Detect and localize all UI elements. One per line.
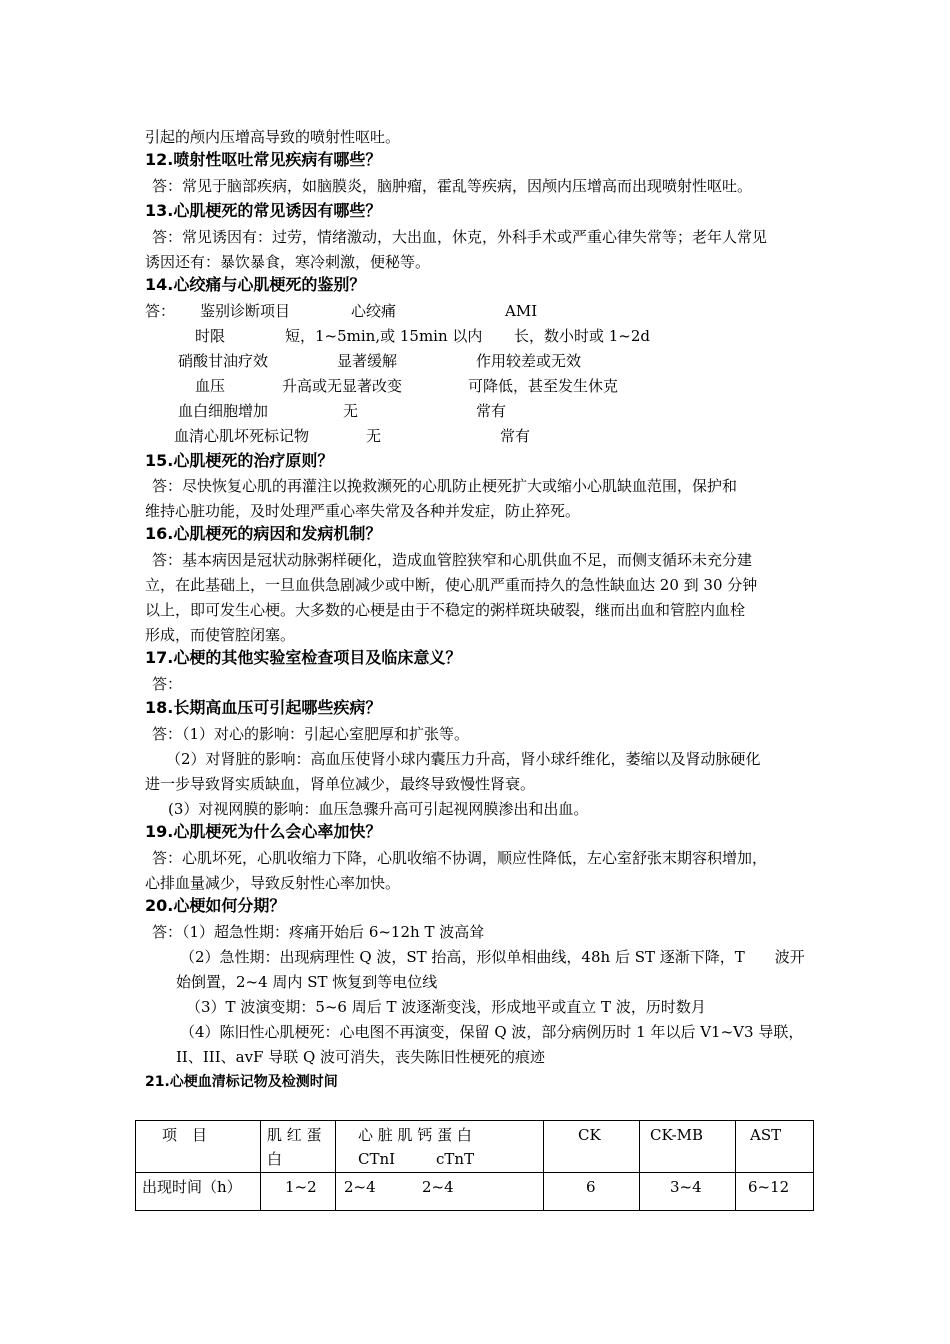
question-heading: 14.心绞痛与心肌梗死的鉴别？ [145, 275, 366, 294]
header-troponin-cell [336, 1121, 544, 1173]
question-heading: 19.心肌梗死为什么会心率加快？ [145, 822, 382, 841]
comparison-row-angina: 升高或无显著改变 [282, 377, 403, 395]
comparison-header-item: 鉴别诊断项目 [200, 302, 291, 320]
answer-line: （3）T 波演变期：5~6 周后 T 波逐渐变浅，形成地平或直立 T 波，历时数月 [186, 998, 706, 1016]
row-ctni-value: 2~4 [344, 1178, 376, 1196]
answer-line: II、III、avF 导联 Q 波可消失，丧失陈旧性梗死的痕迹 [176, 1048, 546, 1066]
comparison-row-ami: 可降低，甚至发生休克 [468, 377, 619, 395]
answer-line: 始倒置，2~4 周内 ST 恢复到等电位线 [176, 973, 438, 991]
answer-line: 维持心脏功能，及时处理严重心率失常及各种并发症，防止猝死。 [145, 502, 581, 520]
question-heading: 17.心梗的其他实验室检查项目及临床意义？ [145, 648, 462, 667]
header-item-cell [136, 1121, 261, 1173]
header-ckmb-cell [640, 1121, 736, 1173]
comparison-row-label: 血白细胞增加 [178, 402, 269, 420]
header-myoglobin-label-2: 白 [267, 1150, 283, 1168]
answer-line: 答：常见于脑部疾病，如脑膜炎，脑肿瘤，霍乱等疾病，因颅内压增高而出现喷射性呕吐。 [152, 177, 753, 195]
answer-line: 进一步导致肾实质缺血，肾单位减少，最终导致慢性肾衰。 [145, 775, 536, 793]
header-troponin-label: 心 脏 肌 钙 蛋 白 [358, 1126, 472, 1144]
question-heading: 21.心梗血清标记物及检测时间 [145, 1074, 338, 1090]
answer-line: 答：尽快恢复心肌的再灌注以挽救濒死的心肌防止梗死扩大或缩小心肌缺血范围，保护和 [152, 477, 738, 495]
row-ckmb-cell [640, 1173, 736, 1211]
header-myoglobin-cell [261, 1121, 336, 1173]
question-heading: 15.心肌梗死的治疗原则？ [145, 451, 334, 470]
comparison-row-ami: 长，数小时或 1~2d [514, 327, 651, 345]
question-heading: 20.心梗如何分期？ [145, 896, 286, 915]
answer-line: （2）对肾脏的影响：高血压使肾小球内囊压力升高，肾小球纤维化，萎缩以及肾动脉硬化 [166, 750, 761, 768]
row-label: 出现时间（h） [142, 1178, 242, 1196]
header-ckmb-label: CK-MB [650, 1126, 704, 1144]
row-ckmb-value: 3~4 [670, 1178, 702, 1196]
answer-line: （4）陈旧性心肌梗死：心电图不再演变，保留 Q 波，部分病例历时 1 年以后 V1~V3 导联， [180, 1023, 804, 1041]
answer-line: 诱因还有：暴饮暴食，寒冷刺激，便秘等。 [145, 253, 431, 271]
comparison-row-ami: 常有 [500, 427, 531, 445]
header-myoglobin-label: 肌 红 蛋 [267, 1126, 322, 1144]
row-ctnt-value: 2~4 [422, 1178, 454, 1196]
answer-line: 立，在此基础上，一旦血供急剧减少或中断，使心肌严重而持久的急性缺血达 20 到 30 分钟 [145, 576, 758, 594]
comparison-row-label: 硝酸甘油疗效 [178, 352, 269, 370]
question-heading: 16.心肌梗死的病因和发病机制？ [145, 524, 382, 543]
question-heading: 13.心肌梗死的常见诱因有哪些？ [145, 201, 382, 220]
answer-line: 答： [152, 675, 183, 693]
row-myoglobin-value: 1~2 [285, 1178, 317, 1196]
comparison-row-angina: 无 [343, 402, 359, 420]
serum-marker-table [135, 1120, 814, 1211]
text-line: 引起的颅内压增高导致的喷射性呕吐。 [145, 128, 401, 146]
answer-line: 以上，即可发生心梗。大多数的心梗是由于不稳定的粥样斑块破裂，继而出血和管腔内血栓 [145, 601, 746, 619]
row-ck-value: 6 [586, 1178, 596, 1196]
comparison-row-ami: 作用较差或无效 [476, 352, 582, 370]
header-ctnt-label: cTnT [436, 1150, 475, 1168]
comparison-row-ami: 常有 [476, 402, 507, 420]
answer-line: （2）急性期：出现病理性 Q 波，ST 抬高，形似单相曲线，48h 后 ST 逐渐下降，T 波开 [180, 948, 805, 966]
answer-line: 心排血量减少，导致反射性心率加快。 [145, 874, 401, 892]
header-ck-cell [544, 1121, 640, 1173]
header-ast-label: AST [750, 1126, 782, 1144]
comparison-row-label: 时限 [195, 327, 226, 345]
answer-line: 答：（1）对心的影响：引起心室肥厚和扩张等。 [152, 725, 470, 743]
question-heading: 12.喷射性呕吐常见疾病有哪些？ [145, 150, 382, 169]
row-label-cell [136, 1173, 261, 1211]
answer-line: 答：（1）超急性期：疼痛开始后 6~12h T 波高耸 [152, 923, 485, 941]
row-myoglobin-cell [261, 1173, 336, 1211]
comparison-row-label: 血压 [195, 377, 226, 395]
comparison-row-angina: 显著缓解 [337, 352, 398, 370]
row-ck-cell [544, 1173, 640, 1211]
comparison-answer-prefix: 答： [145, 302, 176, 320]
answer-line: 答：基本病因是冠状动脉粥样硬化，造成血管腔狭窄和心肌供血不足，而侧支循环未充分建 [152, 551, 753, 569]
row-ast-value: 6~12 [748, 1178, 790, 1196]
row-ast-cell [736, 1173, 814, 1211]
header-item-label: 项 目 [162, 1126, 208, 1144]
header-ctni-label: CTnI [358, 1150, 396, 1168]
row-troponin-cell [336, 1173, 544, 1211]
answer-line: 答：心肌坏死，心肌收缩力下降，心肌收缩不协调，顺应性降低，左心室舒张末期容积增加， [152, 849, 768, 867]
comparison-row-angina: 短，1~5min,或 15min 以内 [285, 327, 483, 345]
comparison-header-ami: AMI [505, 302, 538, 320]
header-ast-cell [736, 1121, 814, 1173]
comparison-row-label: 血清心肌坏死标记物 [174, 427, 310, 445]
header-ck-label: CK [578, 1126, 601, 1144]
answer-line: 形成，而使管腔闭塞。 [145, 626, 296, 644]
comparison-row-angina: 无 [366, 427, 382, 445]
answer-line: 答：常见诱因有：过劳，情绪激动，大出血，休克，外科手术或严重心律失常等；老年人常见 [152, 228, 768, 246]
answer-line: (3）对视网膜的影响：血压急骤升高可引起视网膜渗出和出血。 [168, 800, 589, 818]
comparison-header-angina: 心绞痛 [351, 302, 397, 320]
question-heading: 18.长期高血压可引起哪些疾病？ [145, 698, 382, 717]
